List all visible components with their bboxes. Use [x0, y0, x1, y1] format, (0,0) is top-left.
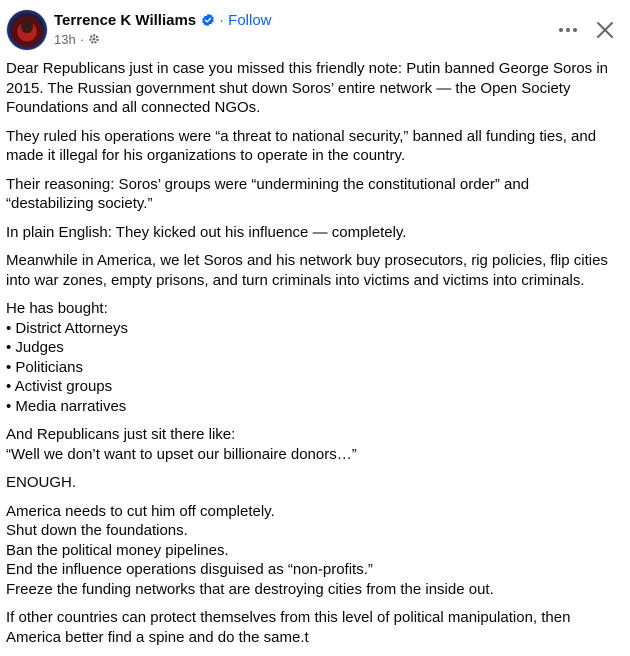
post-meta — [54, 31, 100, 47]
author-name[interactable]: Terrence K Williams — [54, 11, 197, 29]
post-text-line: And Republicans just sit there like: — [6, 426, 236, 443]
post-text-line: ENOUGH. — [6, 474, 77, 491]
close-button[interactable] — [593, 18, 617, 42]
post-text-line: Shut down the foundations. — [6, 522, 188, 539]
author-line — [54, 10, 272, 30]
post-text-line: Dear Republicans just in case you missed this friendly note: Putin banned George Soros in — [6, 60, 608, 77]
separator-dot: · — [219, 11, 225, 29]
post-text-line: They ruled his operations were “a threat to national security,” banned all funding ties, and — [6, 127, 597, 145]
post-paragraph — [6, 425, 616, 464]
post-text-line: If other countries can protect themselves from this level of political manipulation, then — [6, 609, 571, 626]
post-timestamp[interactable]: 13h — [54, 31, 76, 47]
follow-button[interactable]: Follow — [228, 11, 272, 29]
post-text-line: • Media narratives — [6, 397, 127, 415]
post-paragraph — [6, 127, 616, 166]
post-text-line: “destabilizing society.” — [6, 195, 153, 212]
post-text-line: America needs to cut him off completely. — [6, 502, 275, 520]
post-text-line: Foundations and all connected NGOs. — [6, 99, 261, 116]
post-text-line: • Judges — [6, 339, 64, 356]
post-paragraph — [6, 473, 616, 493]
post-text-line: He has bought: — [6, 300, 108, 317]
post-text-line: 2015. The Russian government shut down Soros’ entire network — the Open Society — [6, 79, 571, 97]
post-paragraph — [6, 59, 616, 118]
gear-icon — [88, 33, 100, 45]
post-text-line: made it illegal for his organizations to operate in the country. — [6, 147, 406, 164]
post-header — [0, 0, 630, 56]
post-paragraph — [6, 175, 616, 214]
avatar-image — [10, 13, 44, 47]
post-text-line: • Politicians — [6, 358, 83, 376]
post-text-line: Ban the political money pipelines. — [6, 541, 229, 559]
post-paragraph — [6, 299, 616, 416]
author-avatar[interactable] — [7, 10, 47, 50]
post-text-line: Their reasoning: Soros’ groups were “undermining the constitutional order” and — [6, 175, 530, 193]
post-text-line: Meanwhile in America, we let Soros and his network buy prosecutors, rig policies, flip cities — [6, 252, 608, 269]
post-body — [6, 59, 616, 656]
post-paragraph — [6, 251, 616, 290]
post-text-line: Freeze the funding networks that are destroying cities from the inside out. — [6, 580, 494, 598]
post-paragraph — [6, 223, 616, 243]
verified-badge-icon — [201, 13, 215, 27]
post-text-line: America better find a spine and do the same.t — [6, 628, 309, 646]
post-text-line: End the influence operations disguised as “non-profits.” — [6, 561, 373, 578]
more-horizontal-icon — [558, 27, 578, 33]
post-text-line: • District Attorneys — [6, 319, 128, 337]
more-options-button[interactable] — [556, 18, 580, 42]
meta-separator: · — [79, 31, 85, 47]
post-text-line: “Well we don’t want to upset our billionaire donors…” — [6, 445, 357, 463]
post-text-line: into war zones, empty prisons, and turn criminals into victims and victims into criminals. — [6, 271, 585, 289]
post-text-line: In plain English: They kicked out his influence — completely. — [6, 223, 407, 241]
close-icon — [596, 21, 614, 39]
post-paragraph — [6, 608, 616, 647]
post-text-line: • Activist groups — [6, 378, 113, 395]
post-paragraph — [6, 502, 616, 600]
